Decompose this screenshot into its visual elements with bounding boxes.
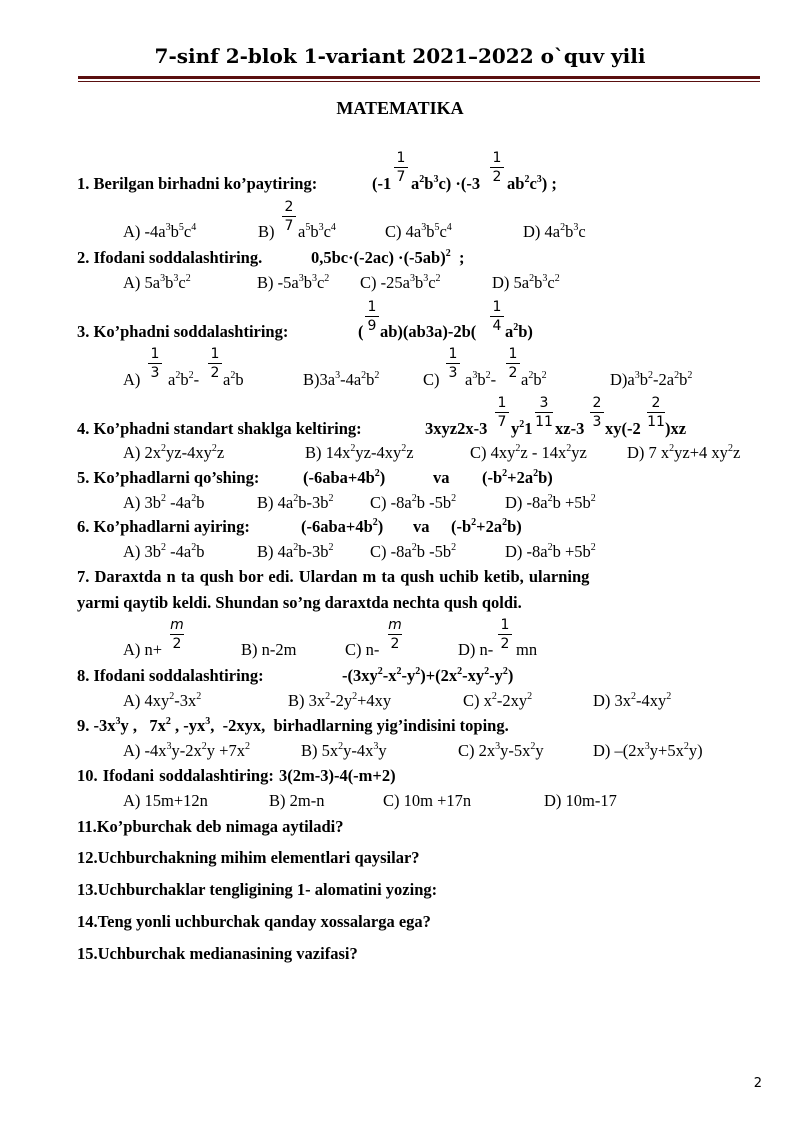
fraction-q7-a: m 2 (170, 617, 184, 652)
option-8c: C) $x^2-2xy^2$ (463, 691, 533, 710)
question-8: 8. Ifodani soddalashtiring: $-(3xy^2-x^2-y^2)+(2x^2-xy^2-y^2)$ (77, 666, 514, 685)
option-1d: D) $4a^2b^3c$ (523, 222, 586, 241)
header-rule-thin (78, 81, 760, 82)
option-6d: D) $-8a^2b +5b^2$ (505, 542, 596, 561)
page-header: 7-sinf 2-blok 1-variant 2021–2022 o`quv yili (154, 44, 646, 68)
question-4: 4. Ko’phadni standart shaklga keltiring: 3xyz2x-3 $y^21$ xz-3 xy(-2 )xz (77, 419, 687, 438)
question-9: 9. $-3x^3y$ , $7x^2$ , $-yx^3$, -2xyx, birhadlarning yig’indisini toping. (77, 716, 509, 735)
question-7-line-2: yarmi qaytib keldi. Shundan so’ng daraxtda nechta qush qoldi. (77, 593, 522, 612)
question-5: 5. Ko’phadlarni qo’shing: $(-6aba+4b^2)$ va $(-b^2+2a^2b)$ (77, 468, 553, 487)
option-5d: D) $-8a^2b +5b^2$ (505, 493, 596, 512)
question-10: 10. Ifodani soddalashtiring: 3(2m-3)-4(-m+2) (77, 766, 396, 785)
answers-4 (123, 443, 741, 463)
question-14: 14.Teng yonli uchburchak qanday xossalarga ega? (77, 912, 431, 931)
question-3: 3. Ko’phadni soddalashtiring: ( ab)(ab3a)-2b( $a^2b$) (77, 322, 533, 341)
option-3a: A) (123, 370, 141, 389)
page-number: 2 (753, 1076, 762, 1091)
fraction-q3-c1: 1 3 (446, 346, 460, 381)
option-2d: D) $5a^2b^3c^2$ (492, 273, 560, 292)
option-8d: D) $3x^2-4xy^2$ (593, 691, 672, 710)
answers-8 (123, 691, 672, 711)
fraction-q3-1: 1 9 (365, 299, 379, 334)
option-5a: A) $3b^2$ $-4a^2b$ (123, 493, 205, 512)
fraction-q3-a2: 1 2 (208, 346, 222, 381)
answers-9 (123, 741, 703, 761)
option-2b: B) $-5a^3b^3c^2$ (257, 273, 330, 292)
option-3c: C) (423, 370, 440, 389)
option-10a: A) 15m+12n (123, 791, 208, 810)
option-8a: A) $4xy^2-3x^2$ (123, 691, 202, 710)
option-3b: $B)3a^3-4a^2b^2$ (303, 370, 380, 389)
question-6: 6. Ko’phadlarni ayiring: $(-6aba+4b^2)$ va $(-b^2+2a^2b)$ (77, 517, 522, 536)
question-11: 11.Ko’pburchak deb nimaga aytiladi? (77, 817, 344, 836)
option-7a: A) n+ (123, 640, 163, 659)
subject-title: MATEMATIKA (336, 98, 464, 118)
option-9b: B) $5x^2y-4x^3y$ (301, 741, 387, 760)
answers-3: A) $a^2b^2-$ $a^2b$ $B)3a^3-4a^2b^2$ C) $a^3b^2-$ $a^2b^2$ $D)a^3b^2-2a^2b^2$ (123, 370, 693, 389)
option-10c: C) 10m +17n (383, 791, 472, 810)
answers-6 (123, 542, 596, 562)
option-8b: B) $3x^2-2y^2+4xy$ (288, 691, 392, 710)
option-6a: A) $3b^2$ $-4a^2b$ (123, 542, 205, 561)
answers-1: A) $-4a^3b^5c^4$ B) $a^5b^3c^4$ C) $4a^3b^5c^4$ D) $4a^2b^3c$ (123, 222, 586, 241)
option-2a: A) $5a^3b^3c^2$ (123, 273, 191, 292)
fraction-q4-4: 2 11 (647, 395, 665, 430)
fraction-q3-a1: 1 3 (148, 346, 162, 381)
option-1c: C) $4a^3b^5c^4$ (385, 222, 452, 241)
fraction-q3-2: 1 4 (490, 299, 504, 334)
fraction-q1-2: 1 2 (490, 150, 504, 185)
fraction-q1-1: 1 7 (394, 150, 408, 185)
fraction-q7-c: m 2 (388, 617, 402, 652)
answers-5 (123, 493, 596, 513)
fraction-q3-c2: 1 2 (506, 346, 520, 381)
option-4c: C) $4xy^2z - 14x^2yz$ (470, 443, 587, 462)
option-7d: D) n- (458, 640, 494, 659)
fraction-q4-3: 2 3 (590, 395, 604, 430)
question-13: 13.Uchburchaklar tengligining 1- alomatini yozing: (77, 880, 438, 899)
option-10b: B) 2m-n (269, 791, 325, 810)
option-7c: C) n- (345, 640, 380, 659)
question-7-line-1: 7. Daraxtda n ta qush bor edi. Ulardan m ta qush uchib ketib, ularning (77, 567, 590, 586)
answers-7: A) n+ B) n-2m C) n- D) n- mn (123, 640, 538, 659)
option-6c: C) $-8a^2b$ $-5b^2$ (370, 542, 457, 561)
answers-2 (123, 273, 560, 293)
question-15: 15.Uchburchak medianasining vazifasi? (77, 944, 358, 963)
fraction-q7-d: 1 2 (498, 617, 512, 652)
answers-10 (123, 791, 617, 811)
option-5b: B) $4a^2b-3b^2$ (257, 493, 334, 512)
option-10d: D) 10m-17 (544, 791, 617, 810)
option-9c: C) $2x^3y-5x^2y$ (458, 741, 544, 760)
option-2c: C) $-25a^3b^3c^2$ (360, 273, 441, 292)
option-4d: D) 7 $x^2yz+4$ $xy^2z$ (627, 443, 741, 462)
option-9d: D) $-(2x^3y+5x^2y)$ (593, 741, 703, 760)
fraction-q1-option-b: 2 7 (282, 199, 296, 234)
header-rule-thick (78, 76, 760, 79)
option-5c: C) $-8a^2b$ $-5b^2$ (370, 493, 457, 512)
option-9a: A) $-4x^3y-2x^2y +7x^2$ (123, 741, 250, 760)
option-1a: A) $-4a^3b^5c^4$ (123, 222, 197, 241)
option-4a: A) $2x^2yz-4xy^2z$ (123, 443, 225, 462)
question-12: 12.Uchburchakning mihim elementlari qaysilar? (77, 848, 420, 867)
option-7b: B) n-2m (241, 640, 297, 659)
fraction-q4-1: 1 7 (495, 395, 509, 430)
option-4b: B) $14x^2yz-4xy^2z$ (305, 443, 414, 462)
option-3d: $D)a^3b^2-2a^2b^2$ (610, 370, 693, 389)
option-1b: B) (258, 222, 275, 241)
question-2: 2. Ifodani soddalashtiring. $0,5bc\cdot(-2ac) \cdot(-5ab)^2$ ; (77, 248, 465, 267)
question-1: 1. Berilgan birhadni ko’paytiring: (-1 $a^2b^3c) \cdot(-3$ $ab^2c^3$) ; (77, 174, 557, 193)
option-6b: B) $4a^2b-3b^2$ (257, 542, 334, 561)
fraction-q4-2: 3 11 (535, 395, 553, 430)
